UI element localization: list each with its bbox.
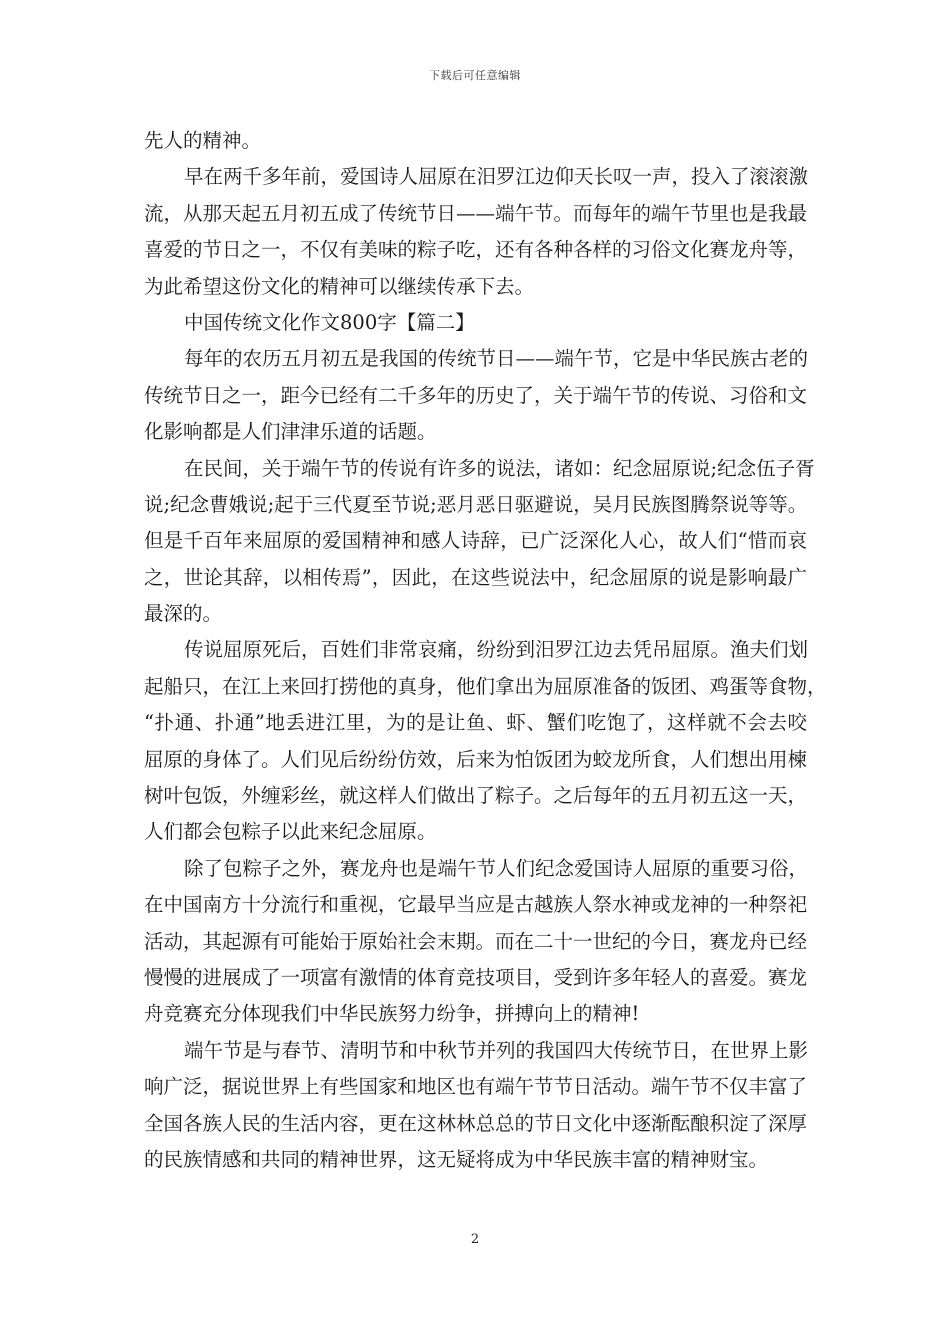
text-line: 先人的精神。 (144, 129, 262, 152)
text-line: 除了包粽子之外，赛龙舟也是端午节人们纪念爱国诗人屈原的重要习俗， (184, 856, 809, 880)
paragraph (144, 341, 807, 450)
text-line: 在民间，关于端午节的传说有许多的说法，诸如：纪念屈原说;纪念伍子胥 (184, 456, 815, 480)
section-heading (144, 305, 807, 341)
text-line: 端午节是与春节、清明节和中秋节并列的我国四大传统节日，在世界上影 (184, 1038, 809, 1062)
text-line: 传说屈原死后，百姓们非常哀痛，纷纷到汨罗江边去凭吊屈原。渔夫们划 (184, 638, 809, 662)
text-line: 人们都会包粽子以此来纪念屈原。 (144, 820, 437, 844)
text-line: 树叶包饭，外缠彩丝，就这样人们做出了粽子。之后每年的五月初五这一天， (144, 784, 808, 808)
text-line: 活动，其起源有可能始于原始社会末期。而在二十一世纪的今日，赛龙舟已经 (144, 929, 808, 953)
text-line: 喜爱的节日之一，不仅有美味的粽子吃，还有各种各样的习俗文化赛龙舟等， (144, 238, 808, 262)
text-line: 屈原的身体了。人们见后纷纷仿效，后来为怕饭团为蛟龙所食，人们想出用楝 (144, 747, 808, 771)
page-number: 2 (470, 1232, 480, 1247)
paragraph (144, 159, 807, 305)
document-body (144, 123, 827, 1178)
text-line: 化影响都是人们津津乐道的话题。 (144, 420, 437, 444)
text-line: 说;纪念曹娥说;起于三代夏至节说;恶月恶日驱避说，吴月民族图腾祭说等等。 (144, 492, 808, 516)
text-line: “扑通、扑通”地丢进江里，为的是让鱼、虾、蟹们吃饱了，这样就不会去咬 (144, 711, 807, 735)
text-line: 但是千百年来屈原的爱国精神和感人诗辞，已广泛深化人心，故人们“惜而哀 (144, 529, 807, 553)
text-line: 早在两千多年前，爱国诗人屈原在汨罗江边仰天长叹一声，投入了滚滚激 (184, 165, 809, 189)
text-line: 为此希望这份文化的精神可以继续传承下去。 (144, 274, 535, 298)
text-line: 舟竞赛充分体现我们中华民族努力纷争，拼搏向上的精神! (144, 1002, 640, 1026)
text-line: 之，世论其辞，以相传焉”，因此，在这些说法中，纪念屈原的说是影响最广 (144, 565, 807, 589)
text-line: 每年的农历五月初五是我国的传统节日——端午节，它是中华民族古老的 (184, 347, 809, 371)
paragraph (144, 632, 827, 850)
text-line: 起船只，在江上来回打捞他的真身，他们拿出为屈原准备的饭团、鸡蛋等食物， (144, 674, 827, 698)
text-line: 响广泛，据说世界上有些国家和地区也有端午节节日活动。端午节不仅丰富了 (144, 1075, 808, 1099)
text-line: 流，从那天起五月初五成了传统节日——端午节。而每年的端午节里也是我最 (144, 201, 808, 225)
text-line: 传统节日之一，距今已经有二千多年的历史了，关于端午节的传说、习俗和文 (144, 383, 808, 407)
paragraph (144, 1033, 807, 1179)
text-line: 慢慢的进展成了一项富有激情的体育竞技项目，受到许多年轻人的喜爱。赛龙 (144, 965, 808, 989)
text-line: 最深的。 (144, 602, 223, 626)
text-line: 全国各族人民的生活内容，更在这林林总总的节日文化中逐渐酝酿积淀了深厚 (144, 1111, 808, 1135)
paragraph (144, 451, 815, 633)
text-line: 的民族情感和共同的精神世界，这无疑将成为中华民族丰富的精神财宝。 (144, 1147, 769, 1171)
paragraph (144, 851, 807, 1033)
text-line: 在中国南方十分流行和重视，它最早当应是古越族人祭水神或龙神的一种祭祀 (144, 893, 808, 917)
page-header: 下载后可任意编辑 (429, 69, 521, 82)
text-line: 中国传统文化作文800字【篇二】 (184, 310, 475, 334)
paragraph (144, 123, 807, 159)
